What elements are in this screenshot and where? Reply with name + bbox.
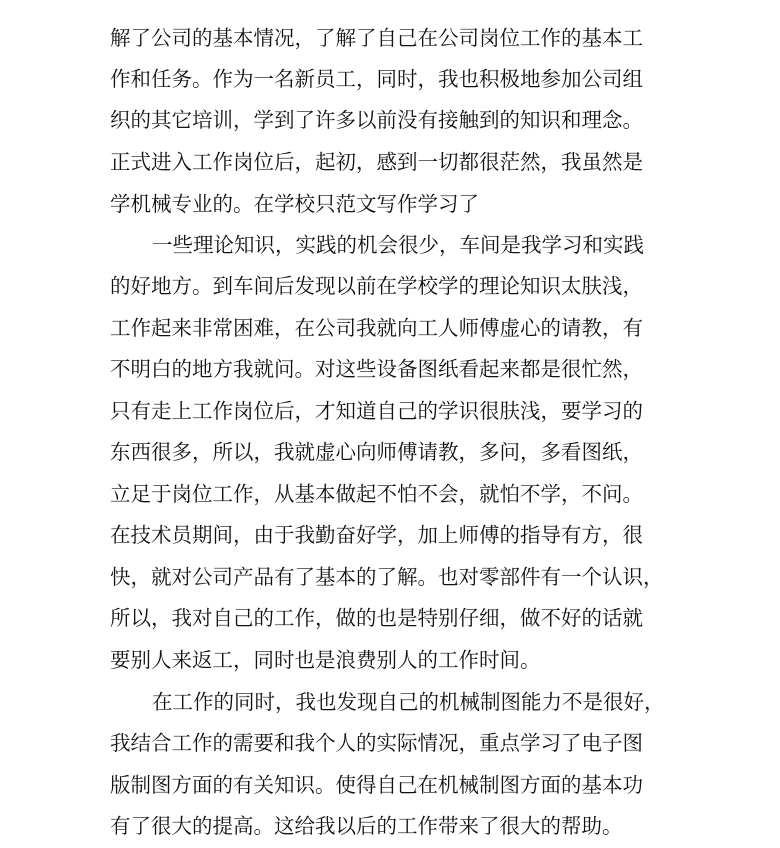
- text-line: 版制图方面的有关知识。使得自己在机械制图方面的基本功: [110, 773, 643, 797]
- paragraph-start-line: 一些理论知识，实践的机会很少，车间是我学习和实践: [152, 233, 644, 257]
- text-line: 学机械专业的。在学校只范文写作学习了: [110, 192, 479, 216]
- text-line: 正式进入工作岗位后，起初，感到一切都很茫然，我虽然是: [110, 150, 643, 174]
- text-line: 作和任务。作为一名新员工，同时，我也积极地参加公司组: [110, 67, 643, 91]
- text-line: 在技术员期间，由于我勤奋好学，加上师傅的指导有方，很: [110, 523, 643, 547]
- text-line: 要别人来返工，同时也是浪费别人的工作时间。: [110, 648, 541, 672]
- text-line: 有了很大的提高。这给我以后的工作带来了很大的帮助。: [110, 814, 623, 838]
- text-line: 只有走上工作岗位后，才知道自己的学识很肤浅，要学习的: [110, 399, 643, 423]
- text-line: 所以，我对自己的工作，做的也是特别仔细，做不好的话就: [110, 606, 643, 630]
- text-line: 我结合工作的需要和我个人的实际情况，重点学习了电子图: [110, 731, 643, 755]
- text-line: 不明白的地方我就问。对这些设备图纸看起来都是很忙然，: [110, 357, 643, 381]
- text-line: 立足于岗位工作，从基本做起不怕不会，就怕不学，不问。: [110, 482, 643, 506]
- text-line: 快，就对公司产品有了基本的了解。也对零部件有一个认识，: [110, 565, 664, 589]
- paragraph-start-line: 在工作的同时，我也发现自己的机械制图能力不是很好，: [152, 690, 665, 714]
- text-line: 东西很多，所以，我就虚心向师傅请教，多问，多看图纸，: [110, 440, 643, 464]
- text-line: 解了公司的基本情况，了解了自己在公司岗位工作的基本工: [110, 26, 643, 50]
- text-line: 工作起来非常困难，在公司我就向工人师傅虚心的请教，有: [110, 316, 643, 340]
- text-line: 的好地方。到车间后发现以前在学校学的理论知识太肤浅，: [110, 274, 643, 298]
- text-line: 织的其它培训，学到了许多以前没有接触到的知识和理念。: [110, 108, 643, 132]
